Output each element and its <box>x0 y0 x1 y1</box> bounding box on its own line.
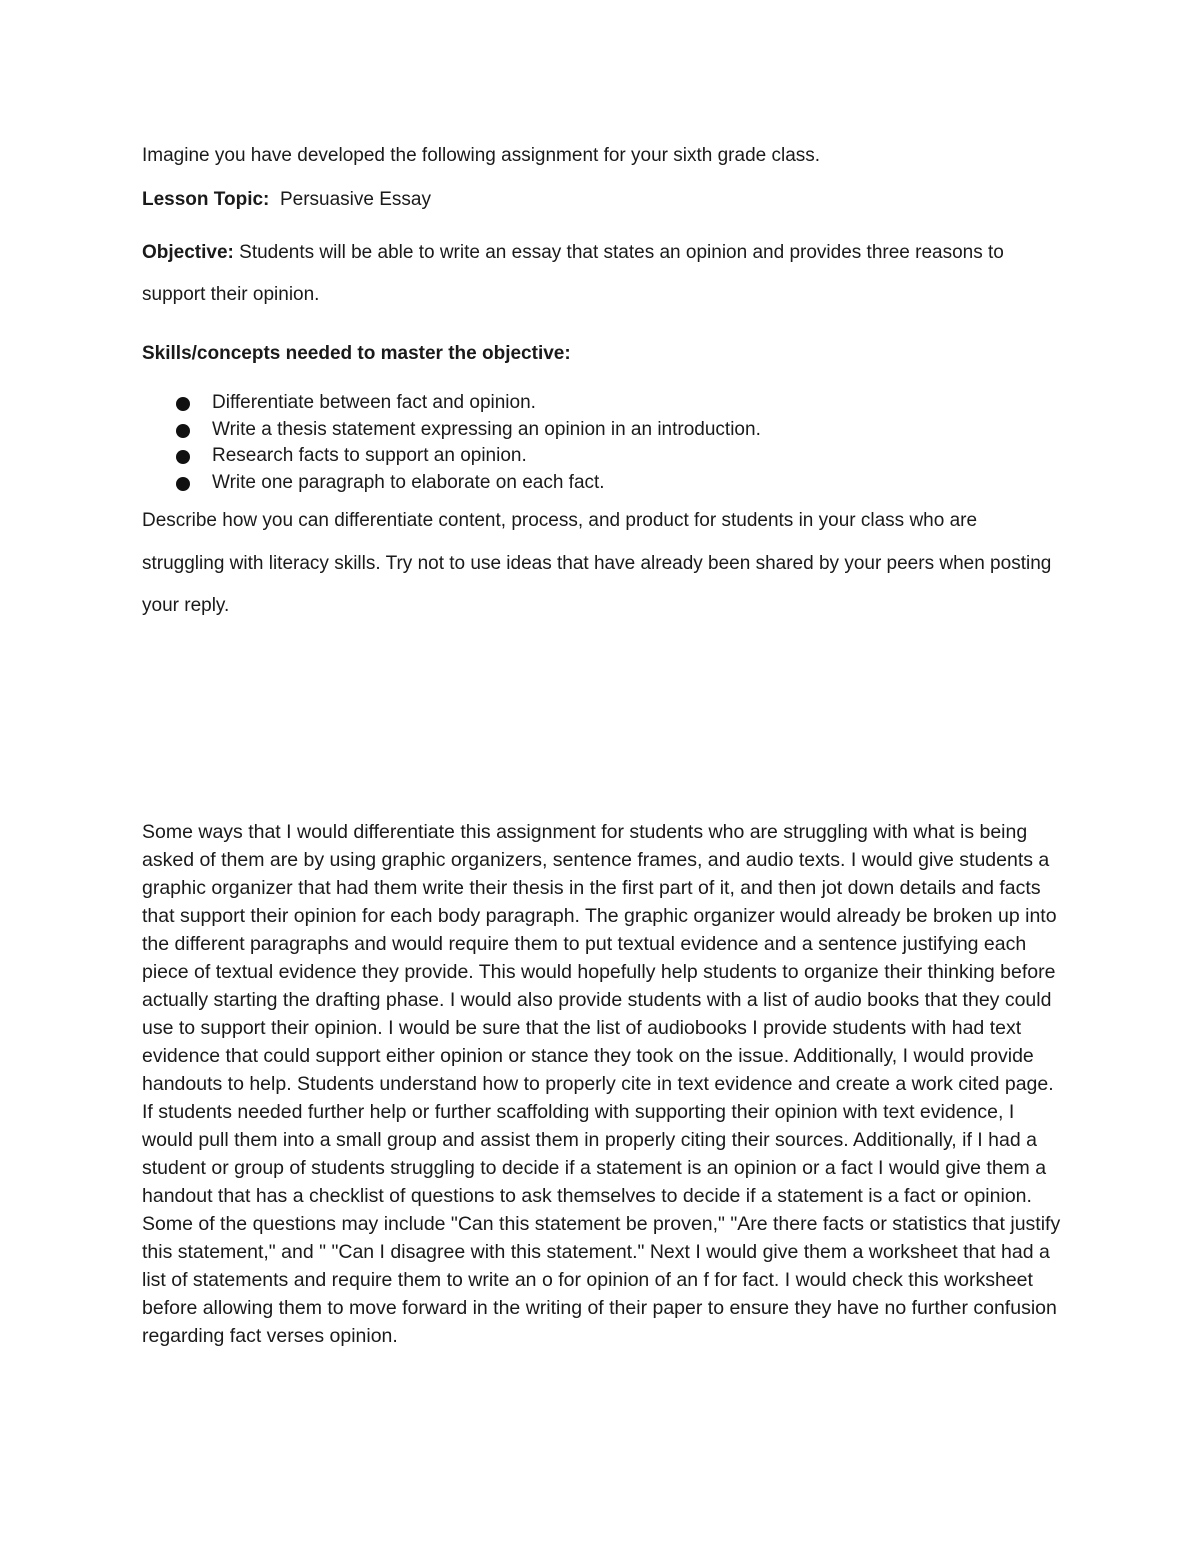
objective-label: Objective: <box>142 242 234 263</box>
skills-list-item-text: Research facts to support an opinion. <box>212 445 527 466</box>
bullet-icon <box>176 397 190 411</box>
lesson-topic <box>142 184 1062 216</box>
skills-list-item <box>176 470 1062 497</box>
skills-heading: Skills/concepts needed to master the objective: <box>142 343 571 364</box>
objective-value: Students will be able to write an essay that states an opinion and provides three reasons to support their opinion. <box>142 242 1004 305</box>
bullet-icon <box>176 424 190 438</box>
intro-text: Imagine you have developed the following assignment for your sixth grade class. <box>142 145 821 166</box>
skills-list-item-text: Differentiate between fact and opinion. <box>212 392 536 413</box>
discussion-prompt: Describe how you can differentiate content, process, and product for students in your class who are struggling with literacy skills. Try not to use ideas that have already been shared by your peers when posting your reply. <box>142 510 1052 616</box>
lesson-topic-label: Lesson Topic: <box>142 189 270 210</box>
bullet-icon <box>176 450 190 464</box>
assignment-section <box>142 140 1062 628</box>
skills-list-item <box>176 443 1062 470</box>
skills-list-item <box>176 417 1062 444</box>
skills-list-item <box>176 390 1062 417</box>
skills-list-item-text: Write a thesis statement expressing an opinion in an introduction. <box>212 418 761 440</box>
skills-list <box>142 390 1062 496</box>
objective <box>142 232 1062 316</box>
bullet-icon <box>176 477 190 491</box>
skills-list-item-text: Write one paragraph to elaborate on each fact. <box>212 471 605 493</box>
response-paragraph: Some ways that I would differentiate this assignment for students who are struggling with what is being asked of them are by using graphic organizers, sentence frames, and audio texts. I would give students a graphic organizer that had them write their thesis in the first part of it, and then jot down details and facts that support their opinion for each body paragraph. The graphic organizer would already be broken up into the different paragraphs and would require them to put textual evidence and a sentence justifying each piece of textual evidence they provide. This would hopefully help students to organize their thinking before actually starting the drafting phase. I would also provide students with a list of audio books that they could use to support their opinion. I would be sure that the list of audiobooks I provide students with had text evidence that could support either opinion or stance they took on the issue. Additionally, I would provide handouts to help. Students understand how to properly cite in text evidence and create a work cited page. If students needed further help or further scaffolding with supporting their opinion with text evidence, I would pull them into a small group and assist them in properly citing their sources. Additionally, if I had a student or group of students struggling to decide if a statement is an opinion or a fact I would give them a handout that has a checklist of questions to ask themselves to decide if a statement is a fact or opinion. Some of the questions may include "Can this statement be proven," "Are there facts or statistics that justify this statement," and " "Can I disagree with this statement." Next I would give them a worksheet that had a list of statements and require them to write an o for opinion of an f for fact. I would check this worksheet before allowing them to move forward in the writing of their paper to ensure they have no further confusion regarding fact verses opinion. <box>142 821 1061 1347</box>
lesson-topic-value: Persuasive Essay <box>279 189 431 210</box>
